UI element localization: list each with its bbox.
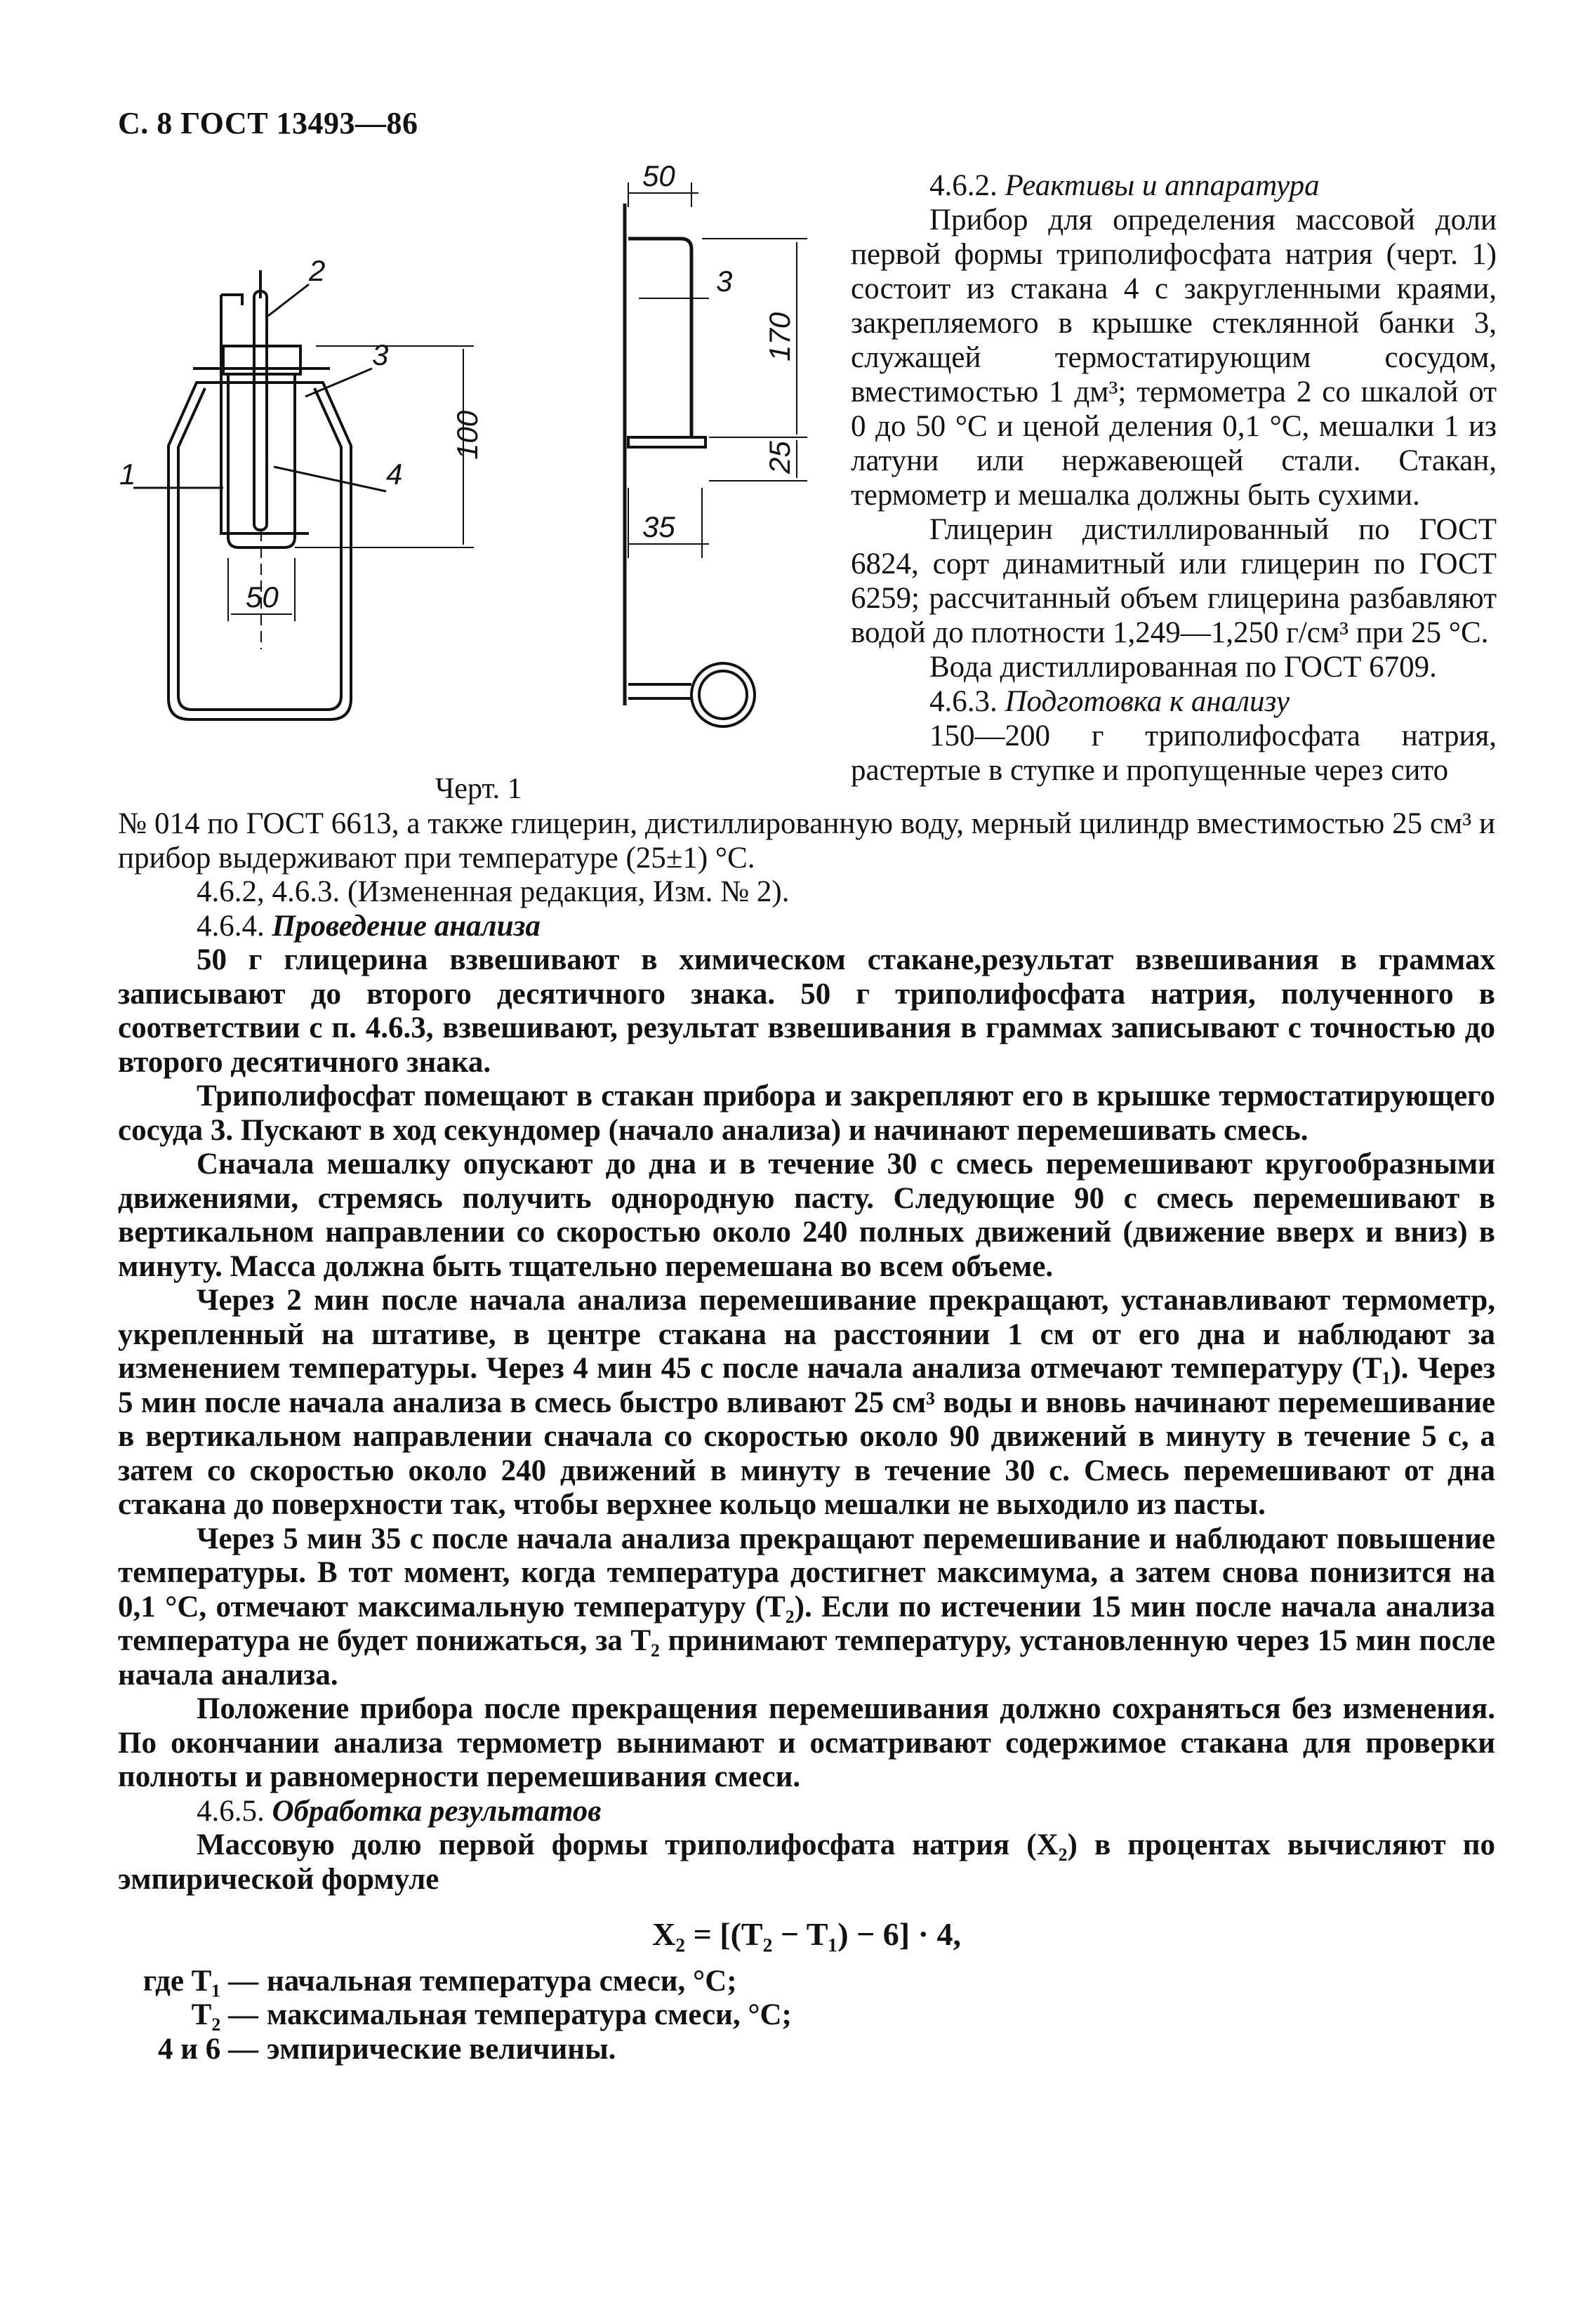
- formula-legend: [118, 1965, 1495, 2067]
- dim-3: 3: [716, 265, 733, 298]
- section-4-6-5-heading: [118, 1795, 1495, 1829]
- legend-desc: начальная температура смеси, °С;: [267, 1964, 737, 1998]
- section-title: Подготовка к анализу: [1005, 685, 1290, 718]
- legend-row: [118, 1998, 1495, 2033]
- dim-35: 35: [642, 510, 675, 543]
- label-3: 3: [372, 338, 389, 371]
- paragraph-formula-intro: Массовую долю первой формы триполифосфата натрия (X₂) в процентах вычисляют по эмпирической формуле: [118, 1828, 1495, 1896]
- section-number: 4.6.5.: [197, 1794, 265, 1828]
- paragraph-glycerin: Глицерин дистиллированный по ГОСТ 6824, сорт динамитный или глицерин по ГОСТ 6259; рассчитанный объем глицерина разбавляют водой до плотности 1,249—1,250 г/см³ при 25 °С.: [851, 513, 1497, 649]
- figure-caption: Черт. 1: [435, 773, 522, 805]
- legend-row: [118, 1965, 1495, 1999]
- section-number: 4.6.2.: [929, 169, 998, 202]
- formula: X₂ = [(T₂ − T₁) − 6] · 4,: [652, 1916, 961, 1952]
- paragraph-placing: Триполифосфат помещают в стакан прибора и закрепляют его в крышке термостатирующего сосуда 3. Пускают в ход секундомер (начало анализа) и начинают перемешивать смесь.: [118, 1080, 1495, 1147]
- section-title: Реактивы и аппаратура: [1005, 169, 1320, 202]
- section-4-6-4-heading: [118, 910, 1495, 944]
- legend-term: 4 и 6 —: [157, 2032, 258, 2066]
- dim-100: 100: [451, 410, 484, 460]
- paragraph-preparation-start: 150—200 г триполифосфата натрия, растертые в ступке и пропущенные через сито: [851, 719, 1497, 787]
- section-number: 4.6.4.: [197, 909, 265, 943]
- legend-desc: максимальная температура смеси, °С;: [267, 1998, 792, 2031]
- paragraph-preparation-cont: № 014 по ГОСТ 6613, а также глицерин, дистиллированную воду, мерный цилиндр вместимостью 25 см³ и прибор выдерживают при температуре (25±1) °С.: [118, 807, 1495, 875]
- section-4-6-2-heading: [851, 168, 1497, 203]
- label-1: 1: [119, 458, 136, 491]
- section-title: Обработка результатов: [272, 1794, 602, 1828]
- label-2: 2: [309, 254, 326, 287]
- section-4-6-3-heading: [851, 684, 1497, 719]
- legend-row: [118, 2033, 1495, 2067]
- page-header: С. 8 ГОСТ 13493—86: [118, 106, 418, 140]
- paragraph-temperature-t1: Через 2 мин после начала анализа перемешивание прекращают, устанавливают термометр, укрепленный на штативе, в центре стакана на расстоянии 1 см от его дна и наблюдают за изменением температуры. Через 4 мин 45 с после начала анализа отмечают температуру (T₁). Через 5 мин после начала анализа в смесь быстро вливают 25 см³ воды и вновь начинают перемешивание в вертикальном направлении сначала со скоростью около 90 движений в минуту в течение 5 с, а затем со скоростью около 240 движений в минуту в течение 30 с. Смесь перемешивают от дна стакана до поверхности так, чтобы верхнее кольцо мешалки не выходило из пасты.: [118, 1284, 1495, 1521]
- paragraph-temperature-t2: Через 5 мин 35 с после начала анализа прекращают перемешивание и наблюдают повышение температуры. В тот момент, когда температура достигнет максимума, а затем снова понизится на 0,1 °С, отмечают максимальную температуру (T₂). Если по истечении 15 мин после начала анализа температура не будет понижаться, за T₂ принимают температуру, установленную через 15 мин после начала анализа.: [118, 1522, 1495, 1692]
- dim-50-top: 50: [642, 165, 675, 192]
- paragraph-stirring: Сначала мешалку опускают до дна и в течение 30 с смесь перемешивают кругообразными движениями, стремясь получить однородную пасту. Следующие 90 с смесь перемешивают в вертикальном направлении со скоростью около 240 полных движений (движение вверх и вниз) в минуту. Масса должна быть тщательно перемешана во всем объеме.: [118, 1148, 1495, 1283]
- apparatus-drawing: [105, 165, 842, 811]
- paragraph-weighing: 50 г глицерина взвешивают в химическом стакане,результат взвешивания в граммах записывают до второго десятичного знака. 50 г триполифосфата натрия, полученного в соответствии с п. 4.6.3, взвешивают, результат взвешивания в граммах записывают с точностью до второго десятичного знака.: [118, 943, 1495, 1079]
- dim-50-jar: 50: [246, 580, 279, 613]
- label-4: 4: [386, 458, 403, 491]
- amendment-note: 4.6.2, 4.6.3. (Измененная редакция, Изм. № 2).: [197, 875, 790, 908]
- main-text: [118, 807, 1495, 2066]
- paragraph-apparatus: Прибор для определения массовой доли первой формы триполифосфата натрия (черт. 1) состоит из стакана 4 с закругленными краями, закрепляемого в крышке стеклянной банки 3, служащей термостатирующим сосудом, вместимостью 1 дм³; термометра 2 со шкалой от 0 до 50 °С и ценой деления 0,1 °С, мешалки 1 из латуни или нержавеющей стали. Стакан, термометр и мешалка должны быть сухими.: [851, 204, 1497, 512]
- section-title: Проведение анализа: [272, 909, 541, 943]
- legend-term: где T₁ —: [143, 1964, 258, 1998]
- paragraph-water: Вода дистиллированная по ГОСТ 6709.: [929, 651, 1437, 684]
- legend-desc: эмпирические величины.: [267, 2032, 616, 2066]
- legend-term: T₂ —: [191, 1998, 258, 2031]
- dim-25: 25: [763, 441, 796, 474]
- paragraph-final-check: Положение прибора после прекращения перемешивания должно сохраняться без изменения. По окончании анализа термометр вынимают и осматривают содержимое стакана для проверки полноты и равномерности перемешивания смеси.: [118, 1692, 1495, 1793]
- dim-170: 170: [763, 312, 796, 361]
- section-number: 4.6.3.: [929, 685, 998, 718]
- right-column: [851, 168, 1497, 788]
- apparatus-figure: [105, 165, 842, 811]
